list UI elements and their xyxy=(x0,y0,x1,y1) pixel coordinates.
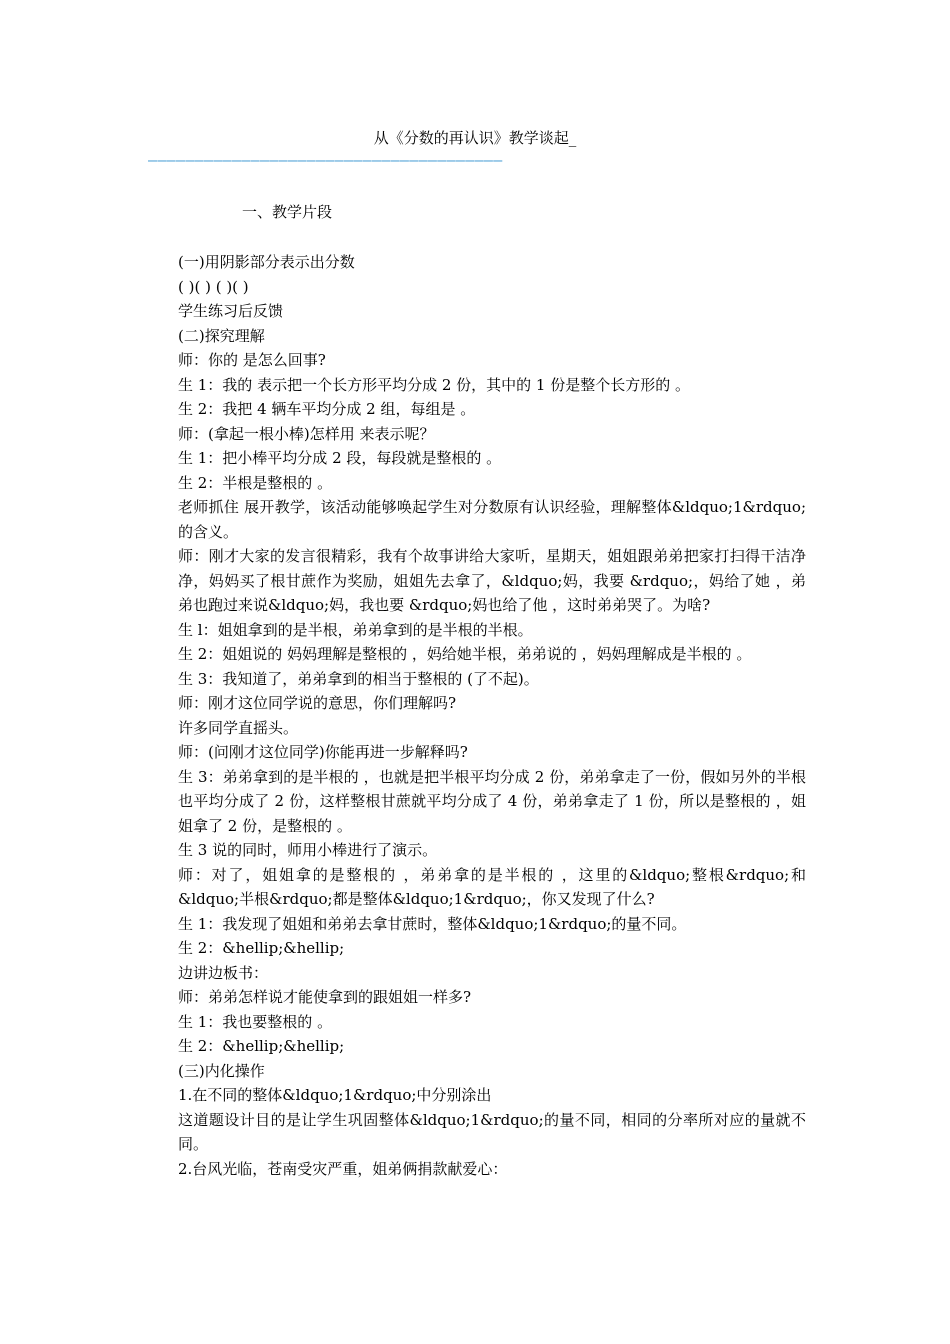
paragraph: (二)探究理解 xyxy=(178,326,265,345)
title-divider: —————————————————————————————————————— xyxy=(148,151,503,169)
paragraph: (三)内化操作 xyxy=(178,1061,265,1080)
paragraph: 生 2：我把 4 辆车平均分成 2 组，每组是 。 xyxy=(178,400,476,418)
paragraph: 生 3 说的同时，师用小棒进行了演示。 xyxy=(178,841,438,859)
document-body xyxy=(144,250,806,1181)
section-heading: 一、教学片段 xyxy=(242,203,333,221)
document-title: 从《分数的再认识》教学谈起_ xyxy=(373,129,577,147)
paragraph: 师：对了，姐姐拿的是整根的 ，弟弟拿的是半根的 ，这里的&ldquo;整根&rdquo;和&ldquo;半根&rdquo;都是整体&ldquo;1&rdquo;，你又发现了什么? xyxy=(178,865,806,908)
paragraph: 师：你的 是怎么回事? xyxy=(178,351,326,369)
paragraph: 师：(问刚才这位同学)你能再进一步解释吗? xyxy=(178,743,468,761)
paragraph: 许多同学直摇头。 xyxy=(178,718,299,737)
paragraph: 生 1：我的 表示把一个长方形平均分成 2 份，其中的 1 份是整个长方形的 。 xyxy=(178,375,691,394)
paragraph: 边讲边板书： xyxy=(178,963,269,982)
paragraph: 生 1：把小棒平均分成 2 段，每段就是整根的 。 xyxy=(178,449,502,467)
paragraph: 老师抓住 展开教学，该活动能够唤起学生对分数原有认识经验，理解整体&ldquo;1&rdquo;的含义。 xyxy=(178,498,806,541)
paragraph: 生 2：&hellip;&hellip; xyxy=(178,1037,345,1055)
paragraph: (一)用阴影部分表示出分数 xyxy=(178,253,355,271)
paragraph: 这道题设计目的是让学生巩固整体&ldquo;1&rdquo;的量不同，相同的分率所对应的量就不同。 xyxy=(178,1110,806,1153)
paragraph: 生 1：我也要整根的 。 xyxy=(178,1012,333,1031)
paragraph: 1.在不同的整体&ldquo;1&rdquo;中分别涂出 xyxy=(178,1086,492,1104)
paragraph: 生 l：姐姐拿到的是半根，弟弟拿到的是半根的半根。 xyxy=(178,620,533,639)
paragraph: 生 2：&hellip;&hellip; xyxy=(178,939,345,957)
paragraph: 师：弟弟怎样说才能使拿到的跟姐姐一样多? xyxy=(178,988,472,1006)
paragraph: 学生练习后反馈 xyxy=(178,302,284,320)
paragraph: 生 1：我发现了姐姐和弟弟去拿甘蔗时，整体&ldquo;1&rdquo;的量不同。 xyxy=(178,914,687,933)
paragraph: 生 3：弟弟拿到的是半根的 ，也就是把半根平均分成 2 份，弟弟拿走了一份，假如另外的半根也平均分成了 2 份，这样整根甘蔗就平均分成了 4 份，弟弟拿走了 1 份，所以是整根的 ，姐姐拿了 2 份，是整根的 。 xyxy=(178,767,806,835)
paragraph: 师：刚才大家的发言很精彩，我有个故事讲给大家听，星期天，姐姐跟弟弟把家打扫得干洁净净，妈妈买了根甘蔗作为奖励，姐姐先去拿了，&ldquo;妈，我要 &rdquo;，妈给了她 ，弟弟也跑过来说&ldquo;妈，我也要 &rdquo;妈也给了他 ，这时弟弟哭了。为啥? xyxy=(178,547,806,614)
paragraph: 生 2：姐姐说的 妈妈理解是整根的 ，妈给她半根，弟弟说的 ，妈妈理解成是半根的 。 xyxy=(178,645,752,663)
paragraph: 生 3：我知道了，弟弟拿到的相当于整根的 (了不起)。 xyxy=(178,669,539,688)
paragraph: 2.台风光临，苍南受灾严重，姐弟俩捐款献爱心： xyxy=(178,1159,508,1178)
paragraph: 师：刚才这位同学说的意思，你们理解吗? xyxy=(178,694,457,712)
paragraph: 师：(拿起一根小棒)怎样用 来表示呢？ xyxy=(178,424,435,443)
paragraph: 生 2：半根是整根的 。 xyxy=(178,473,333,492)
paragraph: ( )( ) ( )( ) xyxy=(178,277,249,296)
